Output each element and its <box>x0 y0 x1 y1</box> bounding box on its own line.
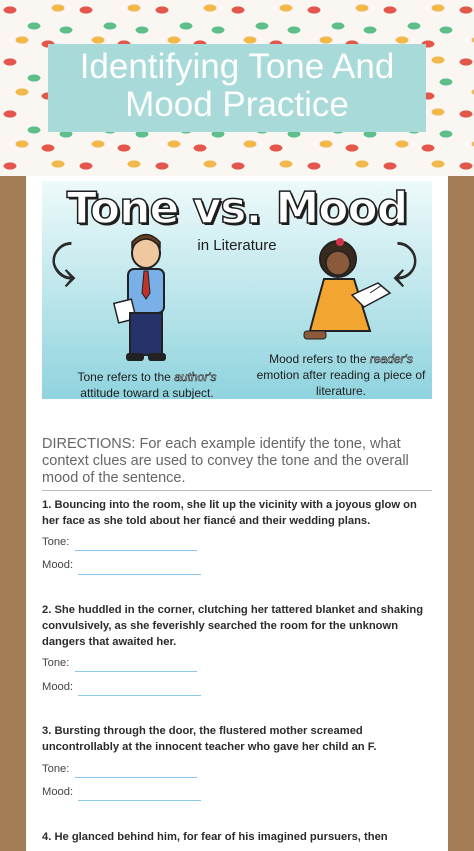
tone-label: Tone: <box>42 536 70 548</box>
mood-label: Mood: <box>42 559 74 571</box>
mood-label: Mood: <box>42 786 74 798</box>
question-2: 2. She huddled in the corner, clutching her tattered blanket and shaking convulsively, as she feverishly searched the room for the unknown dangers that awaited her. <box>42 604 424 648</box>
question-1: 1. Bouncing into the room, she lit up the vicinity with a joyous glow on her face as she told about her fiancé and their wedding plans. <box>42 499 417 527</box>
divider <box>42 490 432 491</box>
worksheet <box>26 176 448 851</box>
tone-label: Tone: <box>42 763 70 775</box>
girl-reading-book-icon <box>300 235 396 345</box>
mood-answer-line[interactable] <box>78 695 201 696</box>
tone-answer-line[interactable] <box>75 671 197 672</box>
curved-arrow-left-icon: ⤹ <box>50 238 77 287</box>
mood-caption: Mood refers to the reader's emotion after reading a piece of literature. <box>256 352 426 398</box>
mood-answer-line[interactable] <box>78 574 201 575</box>
page-title: Identifying Tone And Mood Practice <box>79 47 395 124</box>
man-holding-paper-icon <box>110 233 180 367</box>
illustration-title: Tone vs. Mood <box>66 183 408 234</box>
question-3: 3. Bursting through the door, the flustered mother screamed uncontrollably at the innocent teacher who gave her child an F. <box>42 725 377 753</box>
directions-text: DIRECTIONS: For each example identify the tone, what context clues are used to convey the tone and the overall mood of the sentence. <box>42 436 409 486</box>
header-banner <box>0 0 474 176</box>
tone-answer-line[interactable] <box>75 550 197 551</box>
tone-label: Tone: <box>42 657 70 669</box>
question-4: 4. He glanced behind him, for fear of his imagined pursuers, then <box>42 831 388 843</box>
tone-answer-line[interactable] <box>75 777 197 778</box>
tone-caption: Tone refers to the author's attitude toward a subject. <box>77 370 217 399</box>
tone-vs-mood-illustration <box>42 181 432 399</box>
illustration-subtitle: in Literature <box>197 237 277 254</box>
mood-label: Mood: <box>42 681 74 693</box>
mood-answer-line[interactable] <box>78 800 201 801</box>
curved-arrow-right-icon: ⤸ <box>392 238 419 287</box>
